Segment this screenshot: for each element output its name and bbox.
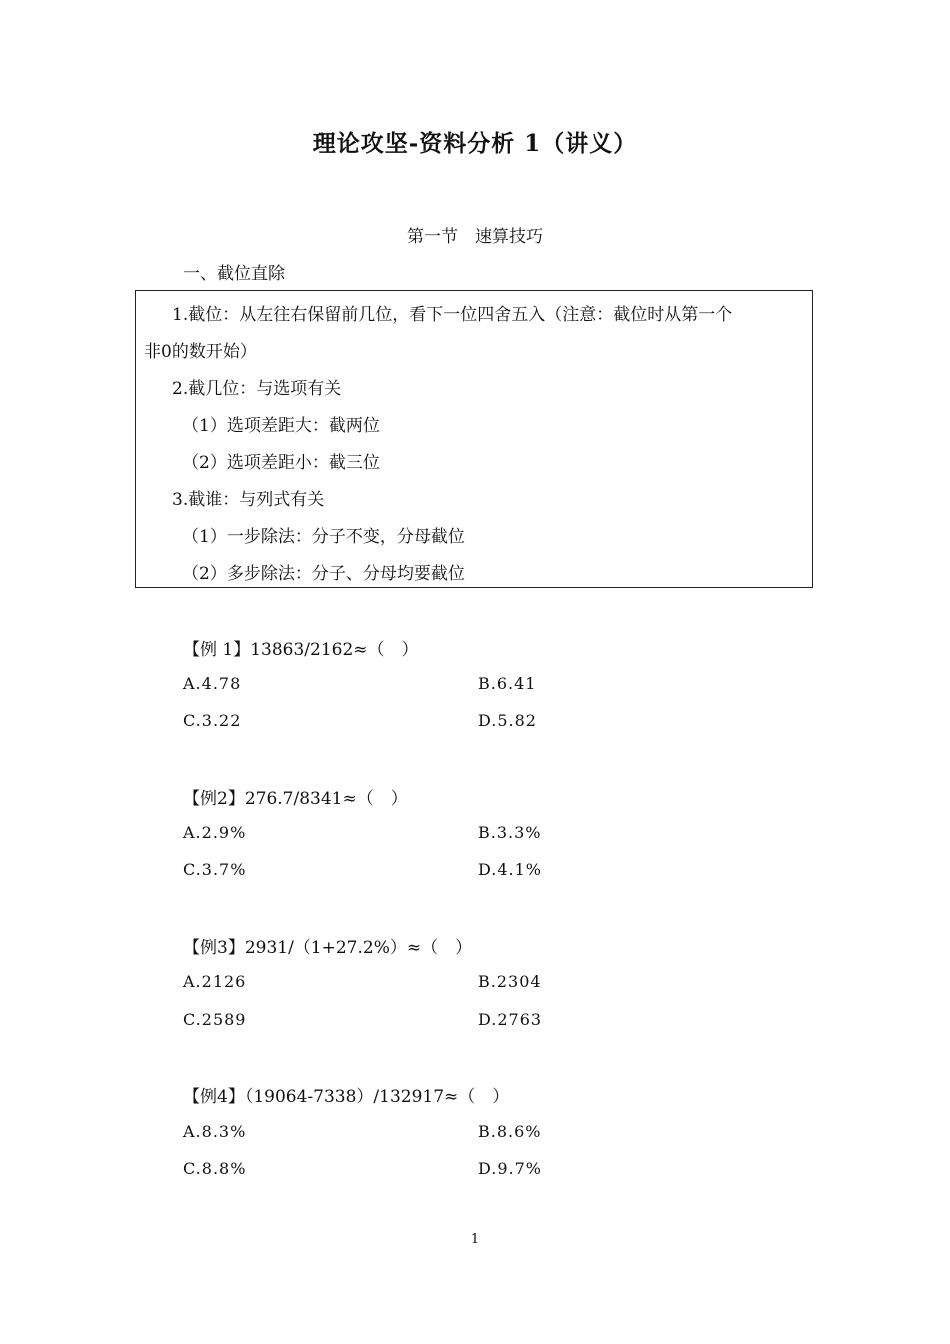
rule-line: （2）多步除法：分子、分母均要截位 <box>182 564 465 584</box>
question-stem: 【例 1】13863/2162≈（ ） <box>183 640 419 660</box>
option-d: D.9.7% <box>478 1159 542 1178</box>
option-a: A.4.78 <box>183 674 242 693</box>
option-a: A.2.9% <box>183 823 247 842</box>
page-number: 1 <box>470 1232 480 1247</box>
rule-line: 2.截几位：与选项有关 <box>172 379 342 399</box>
option-b: B.2304 <box>478 972 542 991</box>
rule-line: （2）选项差距小：截三位 <box>182 453 380 473</box>
option-a: A.2126 <box>183 972 247 991</box>
option-c: C.3.22 <box>183 711 242 730</box>
question-stem: 【例3】2931/（1+27.2%）≈（ ） <box>183 938 473 958</box>
option-b: B.6.41 <box>478 674 537 693</box>
option-b: B.8.6% <box>478 1122 542 1141</box>
rules-box <box>135 290 813 588</box>
question-stem: 【例4】（19064-7338）/132917≈（ ） <box>183 1087 510 1107</box>
rule-line: 非0的数开始） <box>144 342 257 362</box>
option-d: D.5.82 <box>478 711 537 730</box>
option-d: D.2763 <box>478 1010 543 1029</box>
subheading: 一、截位直除 <box>183 264 285 284</box>
rule-line: （1）一步除法：分子不变，分母截位 <box>182 527 465 547</box>
option-b: B.3.3% <box>478 823 542 842</box>
option-c: C.8.8% <box>183 1159 247 1178</box>
question-stem: 【例2】276.7/8341≈（ ） <box>183 789 408 809</box>
option-d: D.4.1% <box>478 860 542 879</box>
rule-line: 1.截位：从左往右保留前几位，看下一位四舍五入（注意：截位时从第一个 <box>172 305 733 325</box>
rule-line: 3.截谁：与列式有关 <box>172 490 325 510</box>
option-a: A.8.3% <box>183 1122 247 1141</box>
rule-line: （1）选项差距大：截两位 <box>182 416 380 436</box>
option-c: C.3.7% <box>183 860 247 879</box>
section-title: 第一节 速算技巧 <box>407 227 543 247</box>
page-title: 理论攻坚-资料分析 1（讲义） <box>312 130 638 157</box>
option-c: C.2589 <box>183 1010 247 1029</box>
